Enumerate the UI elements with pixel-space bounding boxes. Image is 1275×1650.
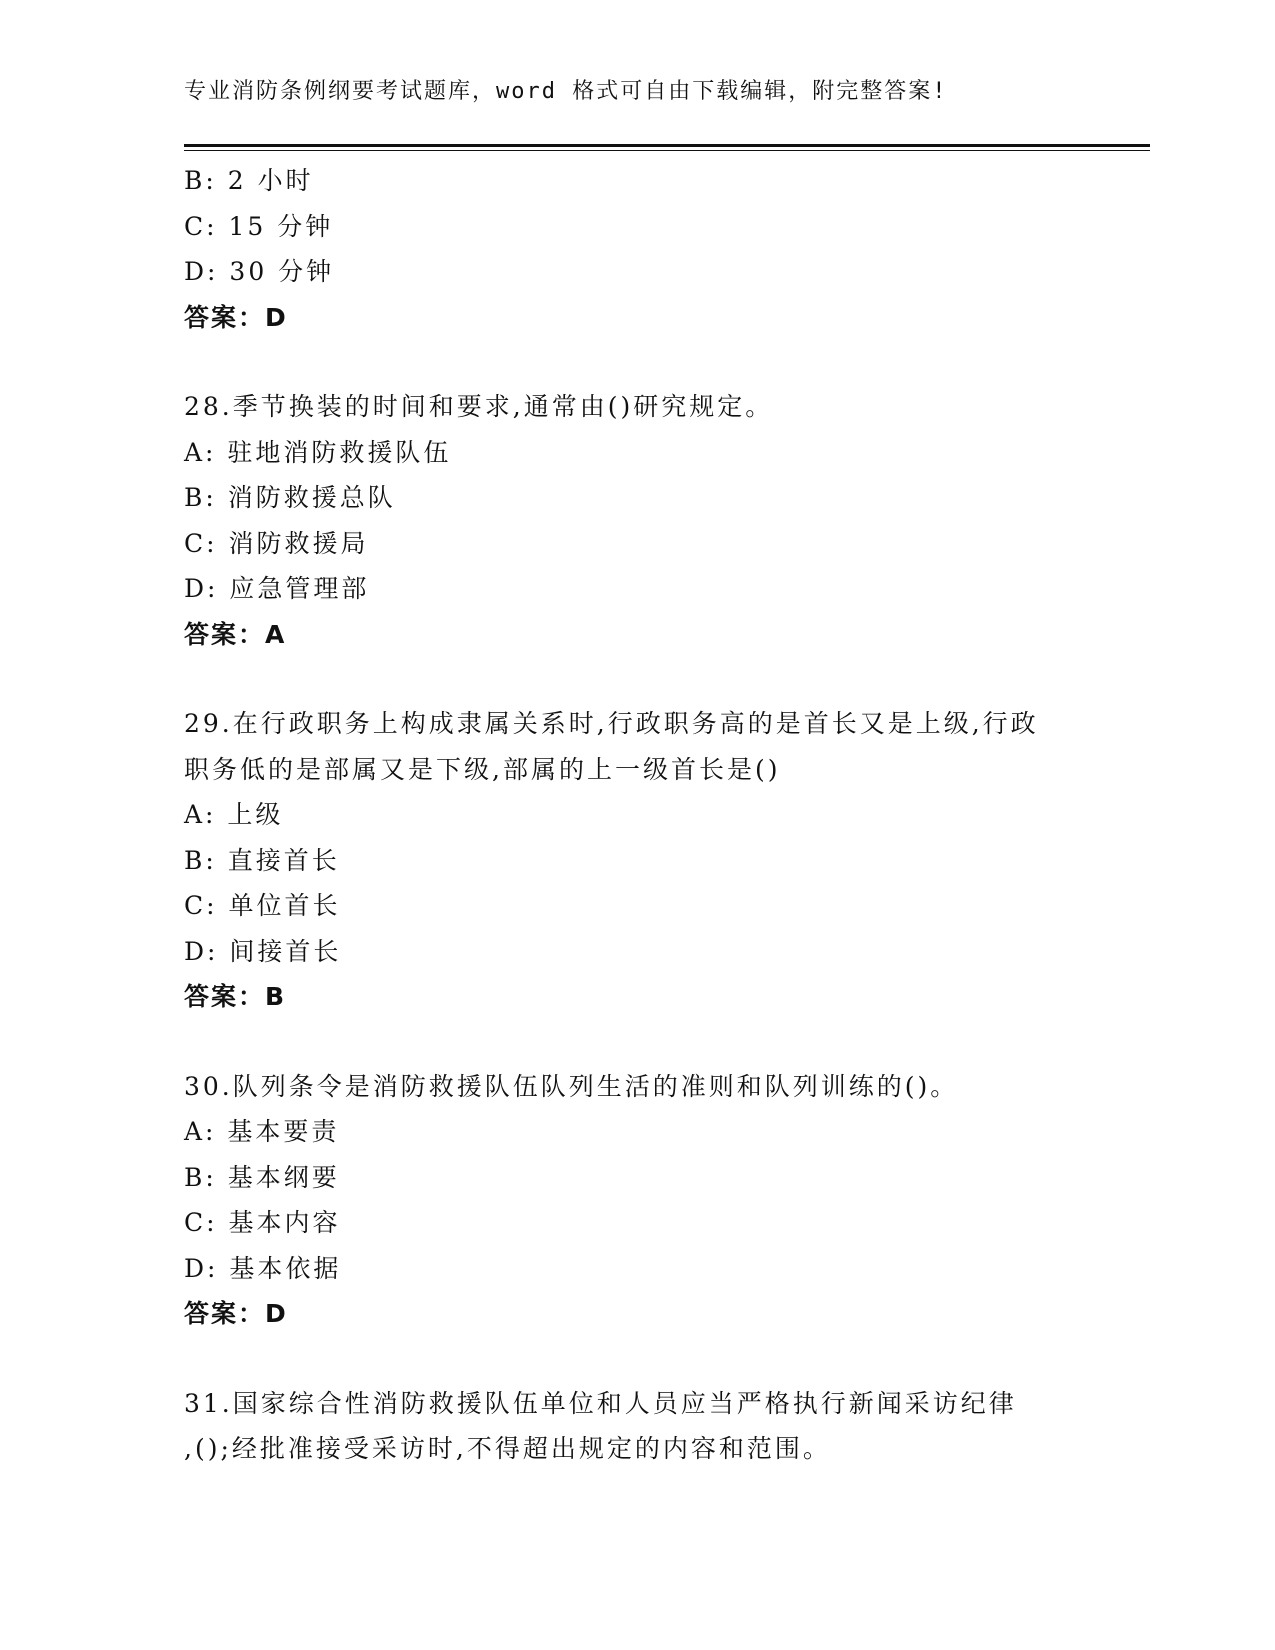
question-27-continued	[184, 158, 1124, 340]
option-c: C: 15 分钟	[184, 211, 334, 241]
question-stem: 29.在行政职务上构成隶属关系时,行政职务高的是首长又是上级,行政	[184, 709, 1039, 738]
question-stem: 31.国家综合性消防救援队伍单位和人员应当严格执行新闻采访纪律	[184, 1388, 1017, 1418]
header-rule-thick	[184, 144, 1150, 147]
option-a: A: 上级	[184, 800, 284, 829]
spacer	[184, 1020, 1124, 1064]
option-c: C: 基本内容	[184, 1208, 341, 1237]
header-rule-thin	[184, 150, 1150, 151]
option-d: D: 间接首长	[184, 936, 342, 966]
option-b: B: 消防救援总队	[184, 483, 396, 512]
option-d: D: 30 分钟	[184, 257, 335, 286]
option-b: B: 直接首长	[184, 845, 340, 875]
question-list	[184, 158, 1124, 1472]
option-b: B: 2 小时	[184, 166, 314, 195]
option-d: D: 应急管理部	[184, 574, 370, 603]
answer-label: 答案：A	[184, 619, 287, 649]
answer-label: 答案：B	[184, 982, 287, 1011]
question-stem: 30.队列条令是消防救援队伍队列生活的准则和队列训练的()。	[184, 1071, 959, 1101]
option-a: A: 基本要责	[184, 1117, 340, 1146]
question-31	[184, 1381, 1124, 1472]
spacer	[184, 340, 1124, 384]
option-c: C: 消防救援局	[184, 528, 369, 558]
question-30	[184, 1064, 1124, 1337]
answer-label: 答案：D	[184, 302, 288, 332]
question-stem: 28.季节换装的时间和要求,通常由()研究规定。	[184, 392, 774, 421]
option-a: A: 驻地消防救援队伍	[184, 437, 452, 467]
question-29	[184, 701, 1124, 1020]
option-b: B: 基本纲要	[184, 1162, 340, 1192]
option-d: D: 基本依据	[184, 1253, 342, 1283]
page-header: 专业消防条例纲要考试题库，word 格式可自由下载编辑，附完整答案!	[184, 79, 948, 104]
spacer	[184, 1337, 1124, 1381]
option-c: C: 单位首长	[184, 891, 341, 920]
spacer	[184, 657, 1124, 701]
answer-label: 答案：D	[184, 1299, 288, 1328]
question-28	[184, 384, 1124, 657]
question-stem-continued: ,();经批准接受采访时,不得超出规定的内容和范围。	[184, 1434, 831, 1463]
question-stem-continued: 职务低的是部属又是下级,部属的上一级首长是()	[184, 754, 781, 784]
